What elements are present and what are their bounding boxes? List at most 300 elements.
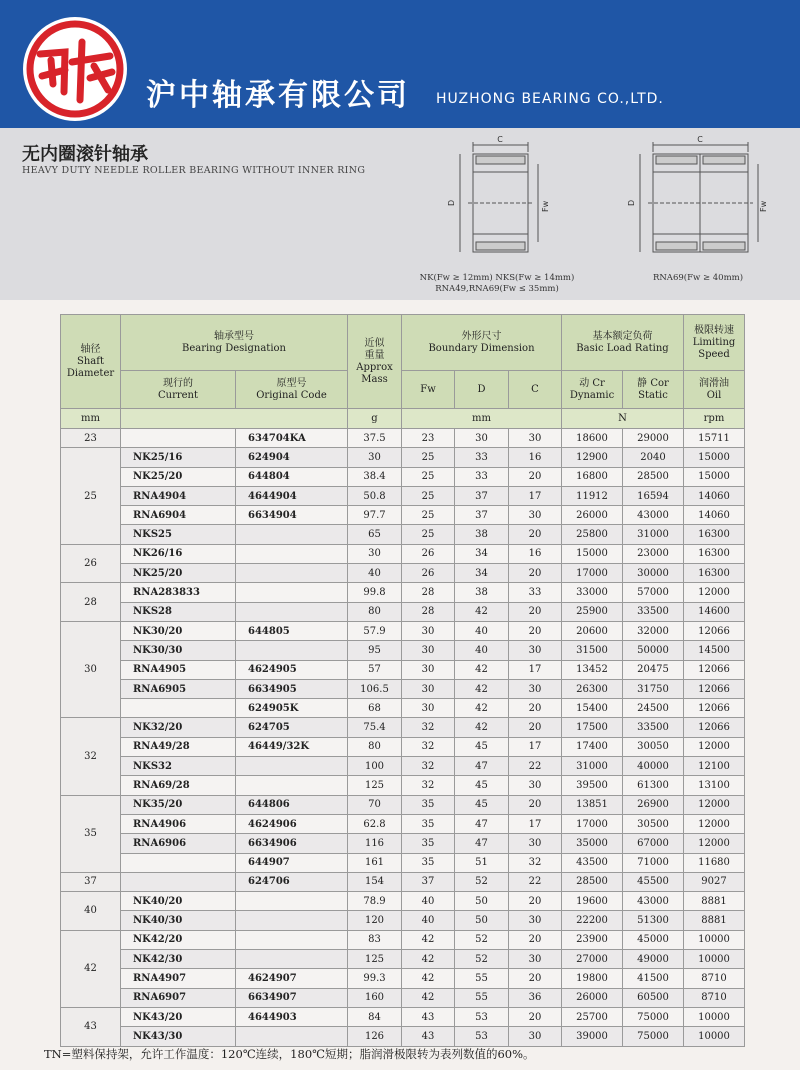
cell-shaft-diameter: 23 <box>61 429 121 448</box>
cell-d: 50 <box>455 892 509 911</box>
cell-d: 50 <box>455 911 509 930</box>
cell-static: 33500 <box>623 718 684 737</box>
cell-current-code: NK25/20 <box>121 564 236 583</box>
cell-static: 29000 <box>623 429 684 448</box>
cell-fw: 42 <box>402 930 455 949</box>
cell-c: 17 <box>509 814 562 833</box>
cell-mass: 125 <box>348 776 402 795</box>
cell-c: 30 <box>509 506 562 525</box>
bearing-diagram-double-row <box>628 134 768 269</box>
cell-static: 26900 <box>623 795 684 814</box>
cell-dynamic: 27000 <box>562 950 623 969</box>
cell-fw: 37 <box>402 872 455 891</box>
cell-current-code: NK30/20 <box>121 621 236 640</box>
unit-empty <box>121 409 348 429</box>
table-row <box>61 718 745 737</box>
cell-current-code: NK30/30 <box>121 641 236 660</box>
cell-oil-speed: 14500 <box>684 641 745 660</box>
diagram-caption-left-1: NK(Fw ≥ 12mm) NKS(Fw ≥ 14mm) <box>419 273 575 283</box>
cell-d: 37 <box>455 506 509 525</box>
header-boundary-dimension: 外形尺寸 Boundary Dimension <box>402 315 562 371</box>
table-row <box>61 872 745 891</box>
cell-oil-speed: 12066 <box>684 699 745 718</box>
cell-fw: 42 <box>402 950 455 969</box>
cell-dynamic: 28500 <box>562 872 623 891</box>
cell-fw: 35 <box>402 834 455 853</box>
cell-dynamic: 26300 <box>562 679 623 698</box>
cell-dynamic: 25700 <box>562 1007 623 1026</box>
cell-oil-speed: 12066 <box>684 660 745 679</box>
cell-current-code: NK40/30 <box>121 911 236 930</box>
cell-mass: 106.5 <box>348 679 402 698</box>
table-row <box>61 564 745 583</box>
table-row <box>61 641 745 660</box>
cell-static: 71000 <box>623 853 684 872</box>
cell-oil-speed: 12066 <box>684 679 745 698</box>
table-row <box>61 429 745 448</box>
cell-dynamic: 39000 <box>562 1027 623 1046</box>
dim-fw-label: Fw <box>759 200 768 212</box>
cell-static: 43000 <box>623 506 684 525</box>
cell-mass: 68 <box>348 699 402 718</box>
cell-dynamic: 13851 <box>562 795 623 814</box>
cell-oil-speed: 10000 <box>684 1027 745 1046</box>
cell-original-code <box>236 583 348 602</box>
cell-fw: 23 <box>402 429 455 448</box>
cell-static: 30000 <box>623 564 684 583</box>
cell-mass: 83 <box>348 930 402 949</box>
cell-static: 61300 <box>623 776 684 795</box>
cell-mass: 95 <box>348 641 402 660</box>
cell-oil-speed: 12100 <box>684 757 745 776</box>
cell-oil-speed: 8710 <box>684 988 745 1007</box>
cell-oil-speed: 8710 <box>684 969 745 988</box>
cell-c: 20 <box>509 1007 562 1026</box>
cell-fw: 42 <box>402 969 455 988</box>
cell-current-code <box>121 699 236 718</box>
cell-mass: 57.9 <box>348 621 402 640</box>
cell-fw: 26 <box>402 564 455 583</box>
cell-original-code: 644907 <box>236 853 348 872</box>
header-banner <box>0 0 800 128</box>
cell-oil-speed: 8881 <box>684 911 745 930</box>
cell-d: 30 <box>455 429 509 448</box>
table-row <box>61 448 745 467</box>
cell-current-code: NK43/30 <box>121 1027 236 1046</box>
cell-d: 45 <box>455 776 509 795</box>
cell-d: 47 <box>455 757 509 776</box>
cell-fw: 28 <box>402 602 455 621</box>
cell-current-code: RNA283833 <box>121 583 236 602</box>
cell-shaft-diameter: 32 <box>61 718 121 795</box>
cell-mass: 38.4 <box>348 467 402 486</box>
cell-shaft-diameter: 35 <box>61 795 121 872</box>
dim-fw-label: Fw <box>541 200 550 212</box>
cell-mass: 154 <box>348 872 402 891</box>
cell-current-code: RNA69/28 <box>121 776 236 795</box>
cell-c: 30 <box>509 776 562 795</box>
cell-dynamic: 26000 <box>562 506 623 525</box>
cell-oil-speed: 12066 <box>684 621 745 640</box>
cell-shaft-diameter: 43 <box>61 1007 121 1046</box>
cell-dynamic: 15400 <box>562 699 623 718</box>
cell-original-code <box>236 602 348 621</box>
cell-fw: 35 <box>402 795 455 814</box>
cell-shaft-diameter: 28 <box>61 583 121 622</box>
cell-d: 45 <box>455 795 509 814</box>
header-shaft-diameter: 轴径 Shaft Diameter <box>61 315 121 409</box>
table-row <box>61 988 745 1007</box>
cell-fw: 32 <box>402 776 455 795</box>
cell-mass: 37.5 <box>348 429 402 448</box>
cell-shaft-diameter: 25 <box>61 448 121 544</box>
table-row <box>61 757 745 776</box>
cell-oil-speed: 16300 <box>684 564 745 583</box>
table-row <box>61 602 745 621</box>
cell-original-code: 624705 <box>236 718 348 737</box>
cell-c: 20 <box>509 699 562 718</box>
cell-fw: 25 <box>402 467 455 486</box>
cell-original-code <box>236 544 348 563</box>
diagram-caption-left-2: RNA49,RNA69(Fw ≤ 35mm) <box>435 284 559 294</box>
cell-original-code <box>236 776 348 795</box>
cell-fw: 35 <box>402 853 455 872</box>
cell-dynamic: 25900 <box>562 602 623 621</box>
cell-mass: 116 <box>348 834 402 853</box>
footer-note: TN=塑料保持架，允许工作温度：120℃连续，180℃短期；脂润滑极限转为表列数值的60%。 <box>44 1047 535 1061</box>
cell-mass: 50.8 <box>348 486 402 505</box>
cell-original-code <box>236 757 348 776</box>
cell-fw: 40 <box>402 911 455 930</box>
page-title-cn: 无内圈滚针轴承 <box>22 144 148 165</box>
cell-static: 43000 <box>623 892 684 911</box>
cell-c: 20 <box>509 795 562 814</box>
cell-static: 75000 <box>623 1027 684 1046</box>
cell-shaft-diameter: 30 <box>61 621 121 717</box>
cell-current-code: RNA6905 <box>121 679 236 698</box>
cell-c: 17 <box>509 660 562 679</box>
cell-fw: 30 <box>402 679 455 698</box>
cell-current-code: NK25/20 <box>121 467 236 486</box>
cell-original-code <box>236 1027 348 1046</box>
cell-current-code: NK35/20 <box>121 795 236 814</box>
cell-d: 34 <box>455 564 509 583</box>
cell-current-code: NK25/16 <box>121 448 236 467</box>
cell-static: 67000 <box>623 834 684 853</box>
cell-current-code: RNA6906 <box>121 834 236 853</box>
cell-d: 38 <box>455 583 509 602</box>
cell-current-code <box>121 853 236 872</box>
cell-dynamic: 25800 <box>562 525 623 544</box>
header-oil: 润滑油 Oil <box>684 371 745 409</box>
bearing-diagram-single-row <box>448 134 558 269</box>
page-title-en: HEAVY DUTY NEEDLE ROLLER BEARING WITHOUT INNER RING <box>22 165 366 176</box>
cell-c: 20 <box>509 969 562 988</box>
cell-dynamic: 43500 <box>562 853 623 872</box>
cell-c: 17 <box>509 737 562 756</box>
header-static: 静 Cor Static <box>623 371 684 409</box>
cell-static: 40000 <box>623 757 684 776</box>
cell-static: 31750 <box>623 679 684 698</box>
cell-mass: 75.4 <box>348 718 402 737</box>
table-row <box>61 814 745 833</box>
cell-dynamic: 31500 <box>562 641 623 660</box>
cell-d: 53 <box>455 1007 509 1026</box>
cell-current-code: RNA4905 <box>121 660 236 679</box>
dim-c-label: C <box>497 135 503 144</box>
cell-dynamic: 18600 <box>562 429 623 448</box>
company-name-cn: 沪中轴承有限公司 <box>146 78 410 113</box>
cell-current-code: RNA49/28 <box>121 737 236 756</box>
cell-original-code <box>236 930 348 949</box>
cell-static: 41500 <box>623 969 684 988</box>
cell-current-code: RNA4907 <box>121 969 236 988</box>
cell-d: 51 <box>455 853 509 872</box>
cell-c: 30 <box>509 911 562 930</box>
cell-c: 20 <box>509 564 562 583</box>
table-row <box>61 699 745 718</box>
cell-oil-speed: 16300 <box>684 544 745 563</box>
cell-shaft-diameter: 37 <box>61 872 121 891</box>
cell-dynamic: 11912 <box>562 486 623 505</box>
header-limiting-speed: 极限转速 Limiting Speed <box>684 315 745 371</box>
header-current: 现行的 Current <box>121 371 236 409</box>
cell-original-code: 4624907 <box>236 969 348 988</box>
cell-dynamic: 19600 <box>562 892 623 911</box>
cell-c: 16 <box>509 448 562 467</box>
table-row <box>61 621 745 640</box>
cell-oil-speed: 13100 <box>684 776 745 795</box>
cell-mass: 30 <box>348 448 402 467</box>
cell-oil-speed: 12000 <box>684 795 745 814</box>
cell-current-code: NK42/20 <box>121 930 236 949</box>
cell-dynamic: 23900 <box>562 930 623 949</box>
cell-fw: 32 <box>402 737 455 756</box>
cell-fw: 43 <box>402 1027 455 1046</box>
cell-d: 38 <box>455 525 509 544</box>
cell-dynamic: 17400 <box>562 737 623 756</box>
cell-static: 28500 <box>623 467 684 486</box>
cell-mass: 126 <box>348 1027 402 1046</box>
cell-oil-speed: 12066 <box>684 718 745 737</box>
cell-current-code: NK42/30 <box>121 950 236 969</box>
table-row <box>61 486 745 505</box>
cell-d: 52 <box>455 950 509 969</box>
cell-mass: 30 <box>348 544 402 563</box>
table-row <box>61 583 745 602</box>
cell-original-code: 634704KA <box>236 429 348 448</box>
table-row <box>61 969 745 988</box>
cell-current-code: NK43/20 <box>121 1007 236 1026</box>
cell-static: 31000 <box>623 525 684 544</box>
table-body <box>61 429 745 1047</box>
cell-d: 37 <box>455 486 509 505</box>
cell-c: 33 <box>509 583 562 602</box>
cell-fw: 25 <box>402 448 455 467</box>
cell-d: 40 <box>455 641 509 660</box>
cell-fw: 40 <box>402 892 455 911</box>
cell-mass: 70 <box>348 795 402 814</box>
cell-fw: 30 <box>402 621 455 640</box>
cell-fw: 30 <box>402 641 455 660</box>
cell-static: 50000 <box>623 641 684 660</box>
cell-oil-speed: 10000 <box>684 930 745 949</box>
cell-current-code: NK32/20 <box>121 718 236 737</box>
cell-original-code: 4644903 <box>236 1007 348 1026</box>
cell-oil-speed: 15000 <box>684 448 745 467</box>
cell-original-code <box>236 641 348 660</box>
cell-oil-speed: 11680 <box>684 853 745 872</box>
unit-mm-dim: mm <box>402 409 562 429</box>
cell-static: 60500 <box>623 988 684 1007</box>
table-row <box>61 467 745 486</box>
cell-mass: 120 <box>348 911 402 930</box>
cell-fw: 30 <box>402 660 455 679</box>
cell-original-code: 46449/32K <box>236 737 348 756</box>
cell-c: 22 <box>509 757 562 776</box>
cell-d: 42 <box>455 660 509 679</box>
cell-mass: 125 <box>348 950 402 969</box>
cell-mass: 62.8 <box>348 814 402 833</box>
cell-dynamic: 22200 <box>562 911 623 930</box>
cell-fw: 35 <box>402 814 455 833</box>
cell-static: 2040 <box>623 448 684 467</box>
company-name-en: HUZHONG BEARING CO.,LTD. <box>436 91 664 107</box>
header-approx-mass: 近似 重量 Approx Mass <box>348 315 402 409</box>
cell-oil-speed: 9027 <box>684 872 745 891</box>
cell-oil-speed: 14060 <box>684 486 745 505</box>
cell-c: 16 <box>509 544 562 563</box>
diagram-caption-right: RNA69(Fw ≥ 40mm) <box>652 273 744 283</box>
cell-oil-speed: 8881 <box>684 892 745 911</box>
cell-c: 30 <box>509 641 562 660</box>
cell-mass: 97.7 <box>348 506 402 525</box>
cell-dynamic: 15000 <box>562 544 623 563</box>
cell-c: 30 <box>509 429 562 448</box>
cell-c: 30 <box>509 679 562 698</box>
cell-oil-speed: 10000 <box>684 950 745 969</box>
cell-d: 47 <box>455 834 509 853</box>
cell-original-code: 4644904 <box>236 486 348 505</box>
cell-oil-speed: 12000 <box>684 737 745 756</box>
cell-c: 17 <box>509 486 562 505</box>
cell-d: 55 <box>455 969 509 988</box>
cell-fw: 32 <box>402 757 455 776</box>
table-row <box>61 1027 745 1046</box>
cell-d: 53 <box>455 1027 509 1046</box>
table-row <box>61 660 745 679</box>
unit-mm: mm <box>61 409 121 429</box>
cell-mass: 99.3 <box>348 969 402 988</box>
cell-d: 42 <box>455 699 509 718</box>
cell-original-code: 6634906 <box>236 834 348 853</box>
cell-current-code <box>121 429 236 448</box>
cell-d: 40 <box>455 621 509 640</box>
cell-c: 30 <box>509 950 562 969</box>
cell-current-code: NKS28 <box>121 602 236 621</box>
cell-dynamic: 16800 <box>562 467 623 486</box>
cell-fw: 30 <box>402 699 455 718</box>
cell-mass: 80 <box>348 737 402 756</box>
cell-original-code: 644805 <box>236 621 348 640</box>
cell-d: 42 <box>455 602 509 621</box>
cell-oil-speed: 12000 <box>684 834 745 853</box>
cell-fw: 32 <box>402 718 455 737</box>
cell-original-code: 624905K <box>236 699 348 718</box>
cell-fw: 25 <box>402 525 455 544</box>
cell-dynamic: 20600 <box>562 621 623 640</box>
huzhong-logo-icon <box>20 14 130 124</box>
cell-c: 20 <box>509 467 562 486</box>
header-d: D <box>455 371 509 409</box>
cell-static: 23000 <box>623 544 684 563</box>
cell-original-code: 4624905 <box>236 660 348 679</box>
cell-static: 32000 <box>623 621 684 640</box>
table-row <box>61 679 745 698</box>
cell-mass: 99.8 <box>348 583 402 602</box>
table-row <box>61 776 745 795</box>
dim-c-label: C <box>697 135 703 144</box>
cell-static: 75000 <box>623 1007 684 1026</box>
cell-mass: 40 <box>348 564 402 583</box>
cell-static: 30050 <box>623 737 684 756</box>
cell-dynamic: 19800 <box>562 969 623 988</box>
cell-d: 52 <box>455 930 509 949</box>
cell-original-code <box>236 911 348 930</box>
cell-dynamic: 17000 <box>562 814 623 833</box>
cell-mass: 78.9 <box>348 892 402 911</box>
cell-static: 30500 <box>623 814 684 833</box>
table-row <box>61 1007 745 1026</box>
cell-original-code: 624904 <box>236 448 348 467</box>
cell-oil-speed: 10000 <box>684 1007 745 1026</box>
cell-mass: 84 <box>348 1007 402 1026</box>
cell-c: 20 <box>509 621 562 640</box>
cell-shaft-diameter: 42 <box>61 930 121 1007</box>
cell-static: 57000 <box>623 583 684 602</box>
cell-dynamic: 17000 <box>562 564 623 583</box>
cell-static: 20475 <box>623 660 684 679</box>
cell-dynamic: 33000 <box>562 583 623 602</box>
cell-current-code: NKS25 <box>121 525 236 544</box>
cell-static: 33500 <box>623 602 684 621</box>
cell-original-code <box>236 892 348 911</box>
cell-dynamic: 26000 <box>562 988 623 1007</box>
cell-static: 45000 <box>623 930 684 949</box>
table-row <box>61 506 745 525</box>
dim-d-label: D <box>447 199 456 206</box>
cell-dynamic: 17500 <box>562 718 623 737</box>
cell-dynamic: 35000 <box>562 834 623 853</box>
cell-mass: 100 <box>348 757 402 776</box>
cell-c: 36 <box>509 988 562 1007</box>
cell-d: 47 <box>455 814 509 833</box>
cell-d: 33 <box>455 467 509 486</box>
cell-c: 20 <box>509 602 562 621</box>
cell-original-code: 6634907 <box>236 988 348 1007</box>
cell-d: 42 <box>455 718 509 737</box>
table-row <box>61 853 745 872</box>
table-row <box>61 795 745 814</box>
table-row <box>61 544 745 563</box>
cell-current-code: NKS32 <box>121 757 236 776</box>
header-bearing-designation: 轴承型号 Bearing Designation <box>121 315 348 371</box>
cell-shaft-diameter: 26 <box>61 544 121 583</box>
cell-current-code: RNA6907 <box>121 988 236 1007</box>
cell-c: 20 <box>509 525 562 544</box>
cell-original-code <box>236 525 348 544</box>
cell-current-code: RNA4906 <box>121 814 236 833</box>
